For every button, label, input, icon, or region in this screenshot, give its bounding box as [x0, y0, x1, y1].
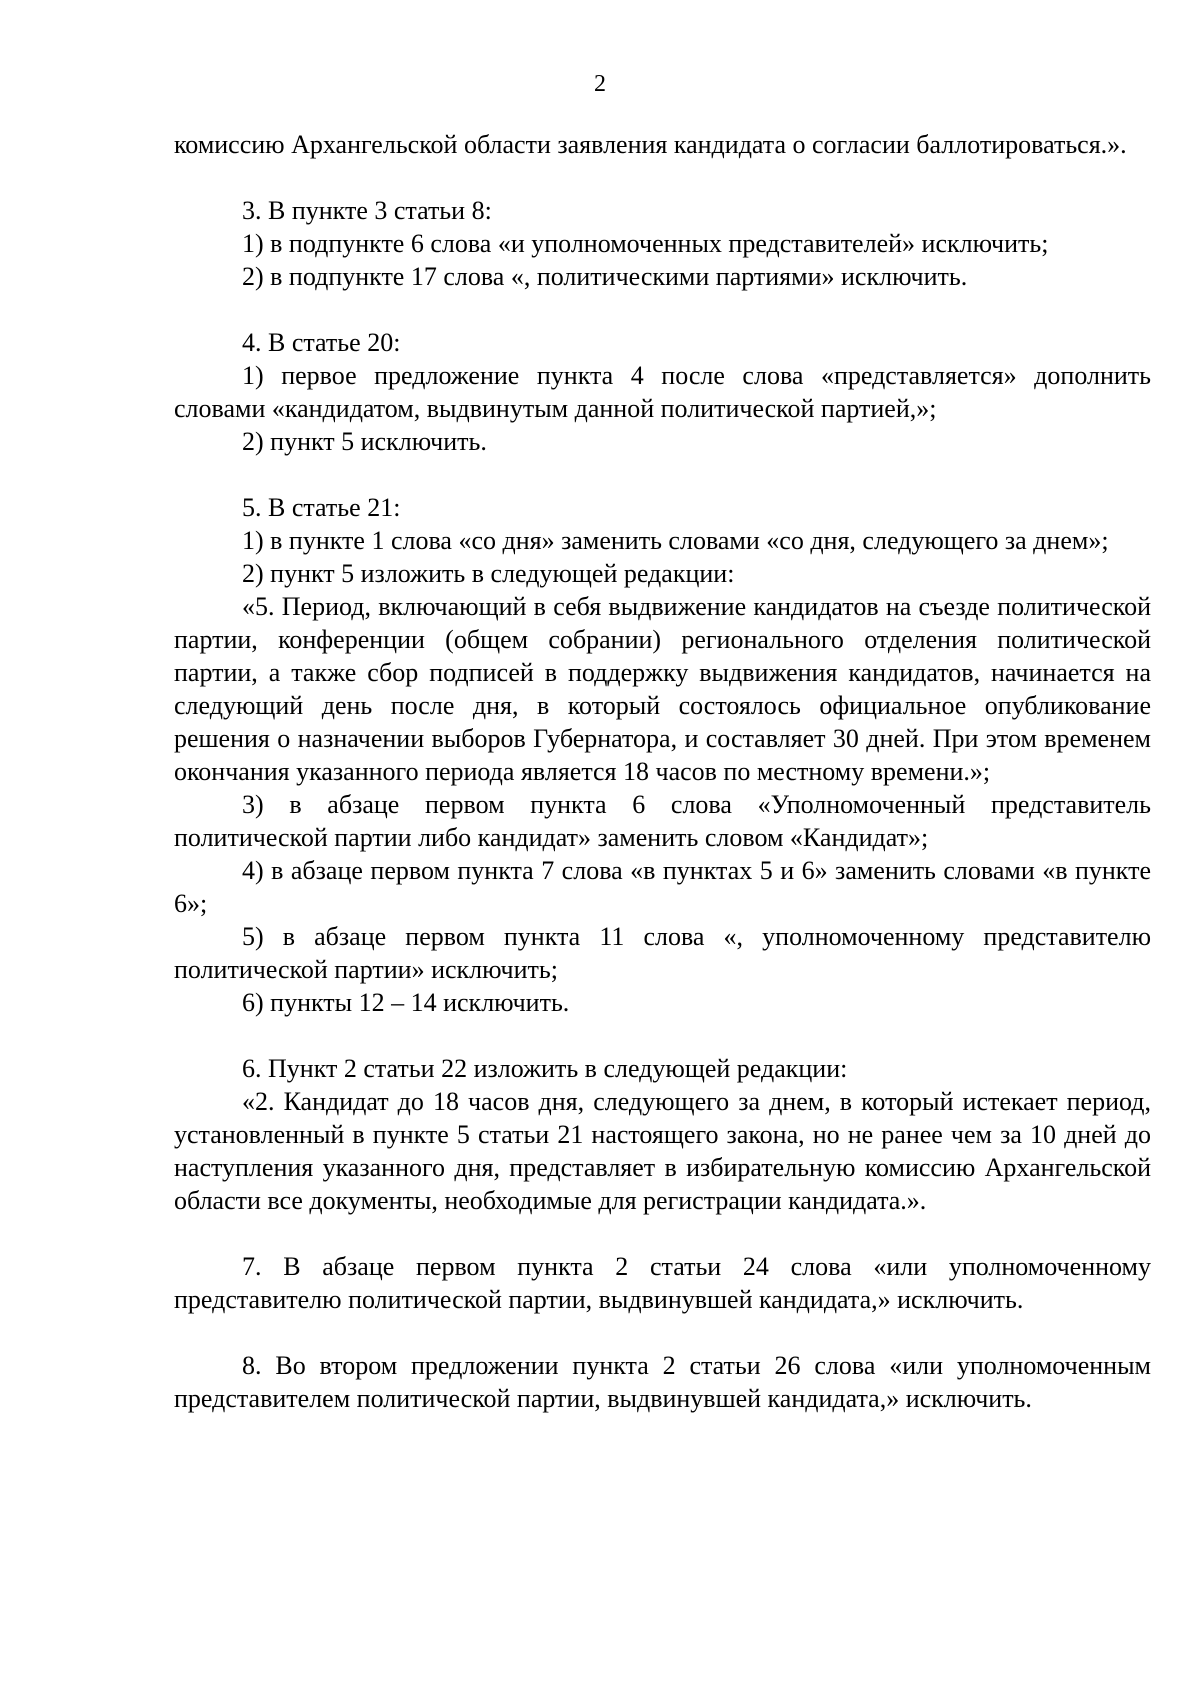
- item-4-subitem-2: 2) пункт 5 исключить.: [242, 427, 487, 456]
- item-5-subitem-5: 5) в абзаце первом пункта 11 слова «, уполномоченному представителю политической партии» исключить;: [174, 922, 1151, 984]
- document-body: [174, 128, 1151, 1415]
- paragraph-gap: [174, 1019, 1151, 1052]
- item-3-heading: 3. В пункте 3 статьи 8:: [242, 196, 492, 225]
- paragraph-gap: [174, 293, 1151, 326]
- item-7: 7. В абзаце первом пункта 2 статьи 24 слова «или уполномоченному представителю политической партии, выдвинувшей кандидата,» исключить.: [174, 1252, 1151, 1314]
- paragraph-gap: [174, 458, 1151, 491]
- item-5-subitem-3: 3) в абзаце первом пункта 6 слова «Уполномоченный представитель политической партии либо кандидат» заменить словом «Кандидат»;: [174, 790, 1151, 852]
- item-8: 8. Во втором предложении пункта 2 статьи 26 слова «или уполномоченным представителем политической партии, выдвинувшей кандидата,» исключить.: [174, 1351, 1151, 1413]
- item-5-subitem-6: 6) пункты 12 – 14 исключить.: [242, 988, 570, 1017]
- item-3-subitem-2: 2) в подпункте 17 слова «, политическими партиями» исключить.: [242, 262, 968, 291]
- page-number: 2: [594, 71, 606, 97]
- item-4-subitem-1: 1) первое предложение пункта 4 после слова «представляется» дополнить словами «кандидатом, выдвинутым данной политической партией,»;: [174, 361, 1151, 423]
- item-5-subitem-2: 2) пункт 5 изложить в следующей редакции:: [242, 559, 735, 588]
- item-5-quoted-text: «5. Период, включающий в себя выдвижение кандидатов на съезде политической партии, конференции (общем собрании) регионального отделения политической партии, а также сбор подписей в поддержку выдвижения кандидатов, начинается на следующий день после дня, в который состоялось официальное опубликование решения о назначении выборов Губернатора, и составляет 30 дней. При этом временем окончания указанного периода является 18 часов по местному времени.»;: [174, 592, 1151, 786]
- item-5-subitem-4: 4) в абзаце первом пункта 7 слова «в пунктах 5 и 6» заменить словами «в пункте 6»;: [174, 856, 1151, 918]
- paragraph-gap: [174, 1217, 1151, 1250]
- item-6-quoted-text: «2. Кандидат до 18 часов дня, следующего за днем, в который истекает период, установленный в пункте 5 статьи 21 настоящего закона, но не ранее чем за 10 дней до наступления указанного дня, представляет в избирательную комиссию Архангельской области все документы, необходимые для регистрации кандидата.».: [174, 1087, 1151, 1215]
- item-5-subitem-1: 1) в пункте 1 слова «со дня» заменить словами «со дня, следующего за днем»;: [242, 526, 1109, 555]
- paragraph-gap: [174, 161, 1151, 194]
- item-5-heading: 5. В статье 21:: [242, 493, 401, 522]
- item-3-subitem-1: 1) в подпункте 6 слова «и уполномоченных представителей» исключить;: [242, 229, 1049, 258]
- paragraph-continuation: комиссию Архангельской области заявления кандидата о согласии баллотироваться.».: [174, 130, 1127, 159]
- item-4-heading: 4. В статье 20:: [242, 328, 401, 357]
- paragraph-gap: [174, 1316, 1151, 1349]
- item-6-heading: 6. Пункт 2 статьи 22 изложить в следующей редакции:: [242, 1054, 848, 1083]
